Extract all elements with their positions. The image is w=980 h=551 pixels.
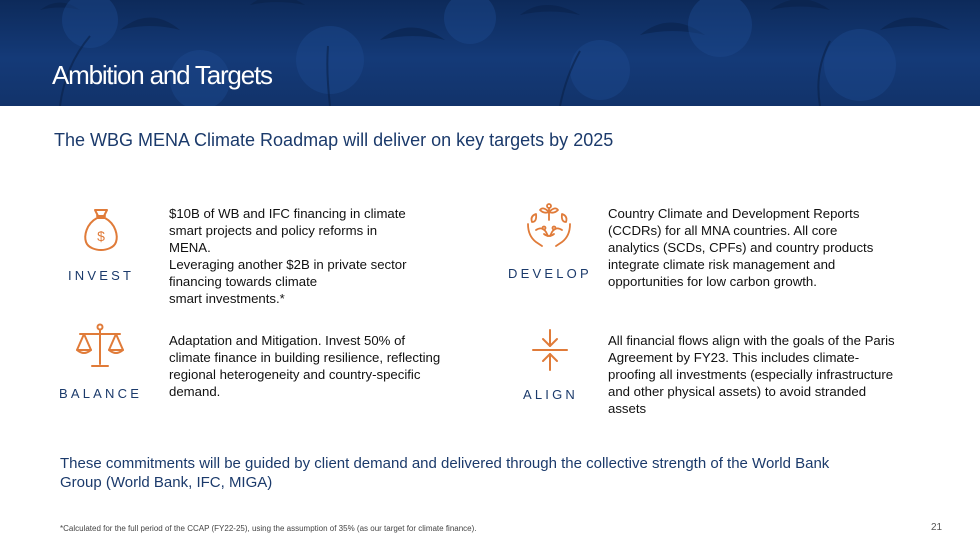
invest-text: [169, 205, 459, 307]
align-line: All financial flows align with the goals of the Paris: [608, 333, 895, 348]
page-number: 21: [931, 522, 943, 533]
scales-icon: [74, 322, 126, 370]
invest-line: Leveraging another $2B in private sector: [169, 257, 407, 272]
align-line: and other physical assets) to avoid stranded: [608, 384, 867, 399]
hands-plant-icon: [524, 200, 574, 250]
money-bag-icon: [82, 206, 120, 252]
develop-label: DEVELOP: [508, 266, 592, 281]
balance-line: demand.: [169, 384, 221, 399]
invest-line: $10B of WB and IFC financing in climate: [169, 206, 406, 221]
commitment-statement: These commitments will be guided by client demand and delivered through the collective strength of the World Bank Group (World Bank, IFC, MIGA): [60, 455, 830, 491]
align-label: ALIGN: [523, 387, 579, 402]
footnote: *Calculated for the full period of the CCAP (FY22-25), using the assumption of 35% (as our target for climate finance).: [60, 524, 477, 533]
develop-line: Country Climate and Development Reports: [608, 206, 860, 221]
header-banner: [0, 0, 980, 106]
subtitle: The WBG MENA Climate Roadmap will deliver on key targets by 2025: [54, 130, 614, 150]
develop-line: integrate climate risk management and: [608, 257, 836, 272]
page-title: Ambition and Targets: [52, 60, 272, 90]
balance-line: regional heterogeneity and country-specific: [169, 367, 421, 382]
invest-line: MENA.: [169, 240, 211, 255]
align-text: [608, 332, 938, 417]
align-arrows-icon: [530, 328, 570, 372]
balance-line: climate finance in building resilience, reflecting: [169, 350, 441, 365]
invest-line: financing towards climate: [169, 274, 318, 289]
align-line: proofing all investments (especially infrastructure: [608, 367, 894, 382]
svg-text:$: $: [97, 228, 105, 244]
develop-line: opportunities for low carbon growth.: [608, 274, 817, 289]
balance-text: [169, 332, 479, 400]
balance-label: BALANCE: [59, 386, 143, 401]
develop-text: [608, 205, 928, 290]
balance-line: Adaptation and Mitigation. Invest 50% of: [169, 333, 406, 348]
align-line: assets: [608, 401, 647, 416]
invest-line: smart investments.*: [169, 291, 285, 306]
align-line: Agreement by FY23. This includes climate-: [608, 350, 860, 365]
invest-line: smart projects and policy reforms in: [169, 223, 378, 238]
develop-line: (CCDRs) for all MNA countries. All core: [608, 223, 838, 238]
develop-line: analytics (SCDs, CPFs) and country products: [608, 240, 874, 255]
invest-label: INVEST: [68, 268, 135, 283]
